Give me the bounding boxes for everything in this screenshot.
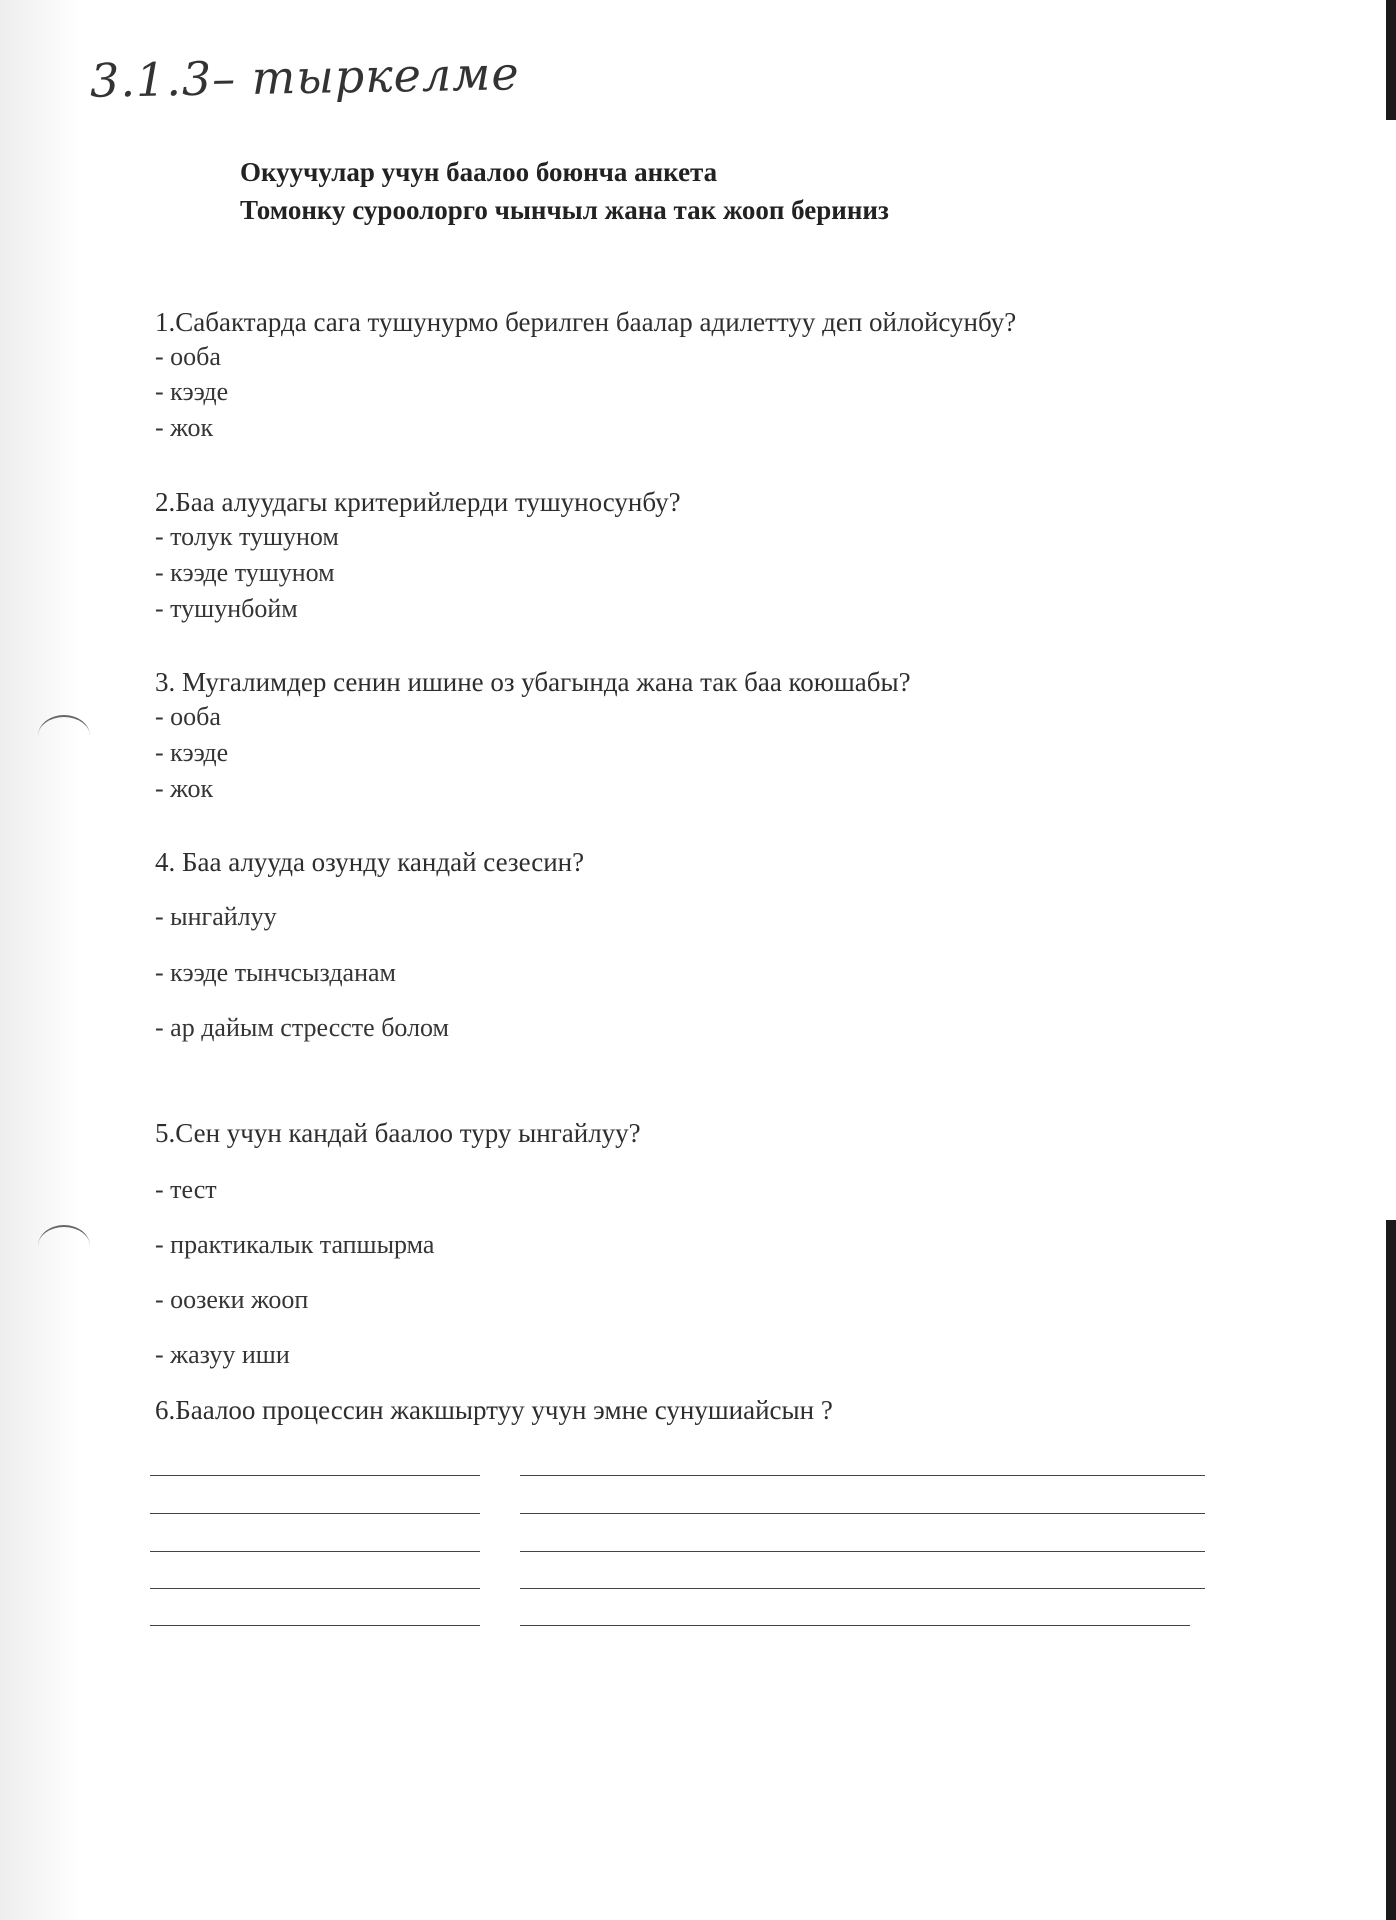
scan-edge-mark-bottom bbox=[1386, 1220, 1396, 1920]
question-1-option-1: - ооба bbox=[155, 342, 221, 371]
question-6: 6.Баалоо процессин жакшыртуу учун эмне сунушиайсын ? bbox=[155, 1395, 833, 1425]
question-2: 2.Баа алуудагы критерийлерди тушуносунбу? bbox=[155, 487, 681, 517]
question-1-option-3: - жок bbox=[155, 413, 214, 442]
question-2-option-1: - толук тушуном bbox=[155, 522, 339, 551]
question-3: 3. Мугалимдер сенин ишине оз убагында жана так баа коюшабы? bbox=[155, 667, 911, 697]
scan-edge-mark-top bbox=[1386, 0, 1396, 120]
question-5: 5.Сен учун кандай баалоо туру ынгайлуу? bbox=[155, 1118, 641, 1148]
question-5-option-4: - жазуу иши bbox=[155, 1340, 290, 1369]
question-1-option-2: - кээде bbox=[155, 377, 229, 406]
answer-line-4[interactable] bbox=[150, 1588, 1205, 1589]
question-4: 4. Баа алууда озунду кандай сезесин? bbox=[155, 847, 585, 877]
answer-line-3[interactable] bbox=[150, 1551, 1205, 1552]
question-5-option-3: - оозеки жооп bbox=[155, 1285, 309, 1314]
question-4-option-2: - кээде тынчсызданам bbox=[155, 958, 396, 987]
punch-hole-top bbox=[38, 715, 90, 757]
scan-edge-right bbox=[1382, 0, 1396, 1920]
question-3-option-2: - кээде bbox=[155, 738, 229, 767]
question-3-option-3: - жок bbox=[155, 774, 214, 803]
question-5-option-1: - тест bbox=[155, 1175, 217, 1204]
scan-shadow-left bbox=[0, 0, 80, 1920]
question-4-option-3: - ар дайым стрессте болом bbox=[155, 1013, 450, 1042]
question-4-option-1: - ынгайлуу bbox=[155, 902, 277, 931]
answer-line-1[interactable] bbox=[150, 1475, 1205, 1476]
question-3-option-1: - ооба bbox=[155, 702, 221, 731]
question-2-option-2: - кээде тушуном bbox=[155, 558, 335, 587]
handwritten-note: 3.1.3– тыркелме bbox=[89, 46, 520, 108]
question-5-option-2: - практикалык тапшырма bbox=[155, 1230, 435, 1259]
answer-line-5[interactable] bbox=[150, 1625, 1190, 1626]
answer-line-2[interactable] bbox=[150, 1513, 1205, 1514]
document-title: Окуучулар учун баалоо боюнча анкета bbox=[240, 157, 718, 187]
question-2-option-3: - тушунбойм bbox=[155, 594, 298, 623]
question-1: 1.Сабактарда сага тушунурмо берилген баалар адилеттуу деп ойлойсунбу? bbox=[155, 307, 1017, 337]
punch-hole-bottom bbox=[38, 1225, 90, 1267]
document-subtitle: Томонку суроолорго чынчыл жана так жооп бериниз bbox=[240, 195, 889, 225]
